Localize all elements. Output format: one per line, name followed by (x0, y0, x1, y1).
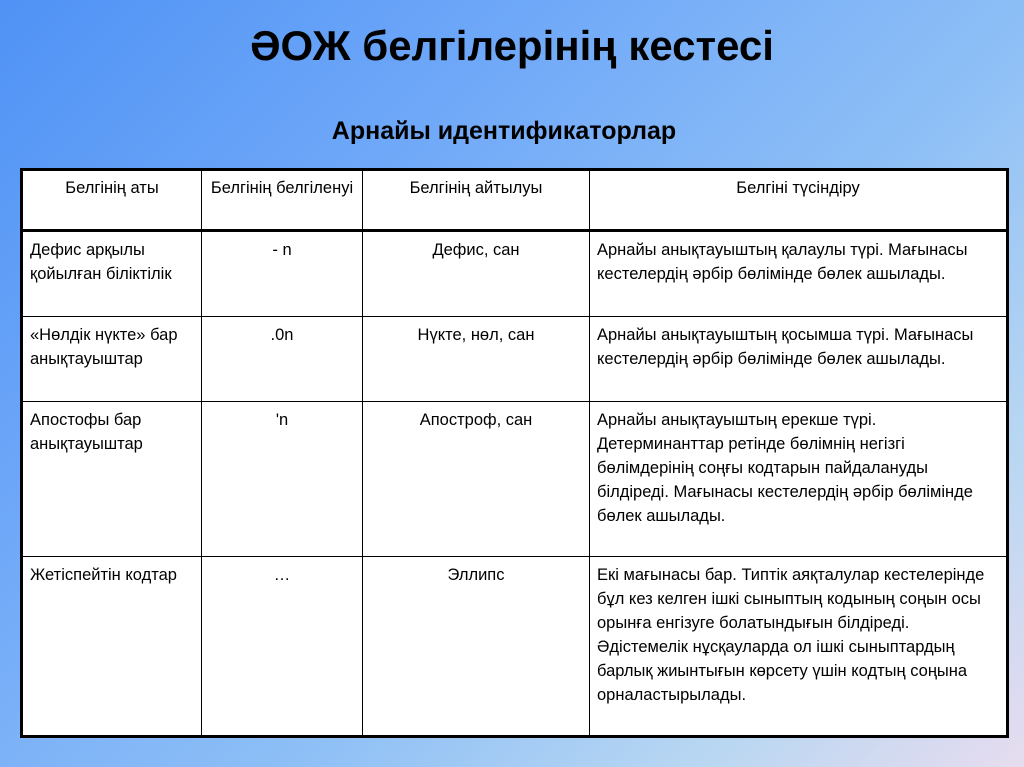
slide-subtitle: Арнайы идентификаторлар (331, 117, 677, 145)
header-symbol-notation: Белгінің белгіленуі (202, 170, 363, 231)
symbol-name-cell: Жетіспейтін кодтар (22, 557, 202, 737)
symbol-notation-cell: - n (202, 231, 363, 317)
symbol-explanation-cell: Арнайы анықтауыштың ерекше түрі. Детерминанттар ретінде бөлімнің негізгі бөлімдерінің соңғы кодтарын пайдалануды білдіреді. Мағынасы кестелердің әрбір бөлімінде бөлек ашылады. (590, 402, 1008, 557)
symbol-name-cell: Апостофы бар анықтауыштар (22, 402, 202, 557)
symbol-pronunciation-cell: Апостроф, сан (363, 402, 590, 557)
symbol-name-cell: Дефис арқылы қойылған біліктілік (22, 231, 202, 317)
header-symbol-pronunciation: Белгінің айтылуы (363, 170, 590, 231)
symbol-explanation-cell: Арнайы анықтауыштың қосымша түрі. Мағынасы кестелердің әрбір бөлімінде бөлек ашылады. (590, 317, 1008, 402)
header-symbol-name: Белгінің аты (22, 170, 202, 231)
symbols-table (20, 168, 1009, 738)
table-row (22, 317, 1008, 402)
header-symbol-explanation: Белгіні түсіндіру (590, 170, 1008, 231)
symbol-notation-cell: 'n (202, 402, 363, 557)
symbol-pronunciation-cell: Эллипс (363, 557, 590, 737)
table-header-row (22, 170, 1008, 231)
slide-title: ӘОЖ белгілерінің кестесі (250, 22, 774, 69)
symbol-pronunciation-cell: Дефис, сан (363, 231, 590, 317)
symbol-explanation-cell: Арнайы анықтауыштың қалаулы түрі. Мағынасы кестелердің әрбір бөлімінде бөлек ашылады. (590, 231, 1008, 317)
symbol-notation-cell: .0n (202, 317, 363, 402)
symbol-pronunciation-cell: Нүкте, нөл, сан (363, 317, 590, 402)
table-row (22, 231, 1008, 317)
symbol-name-cell: «Нөлдік нүкте» бар анықтауыштар (22, 317, 202, 402)
table-row (22, 402, 1008, 557)
symbol-explanation-cell: Екі мағынасы бар. Типтік аяқталулар кестелерінде бұл кез келген ішкі сыныптың кодының соңын осы орынға енгізуге болатындығын білдіреді. Әдістемелік нұсқауларда ол ішкі сыныптардың барлық жиынтығын көрсету үшін кодтың соңына орналастырылады. (590, 557, 1008, 737)
table-row (22, 557, 1008, 737)
symbol-notation-cell: … (202, 557, 363, 737)
